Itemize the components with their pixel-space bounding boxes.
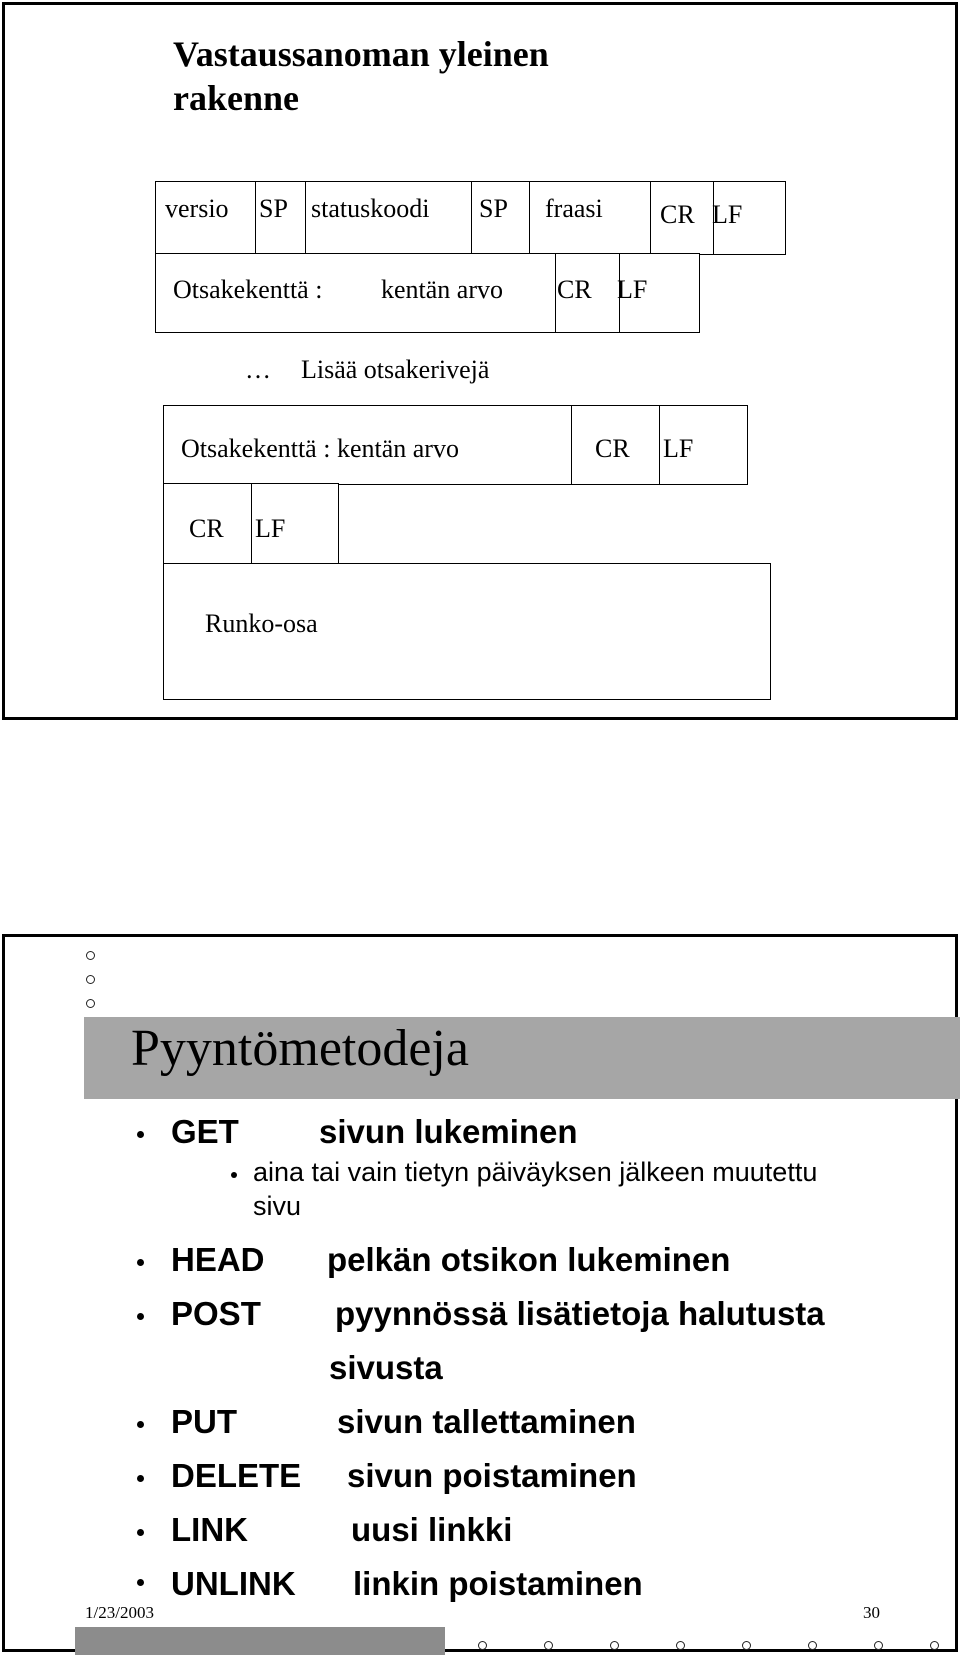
header-crlf-divider	[571, 405, 572, 485]
method-get-description: sivun lukeminen	[319, 1113, 578, 1150]
slide-title-line2: rakenne	[173, 78, 299, 118]
blank-line-lf-label: LF	[255, 514, 286, 543]
header-lf-label: LF	[663, 434, 694, 463]
decor-circle-icon	[544, 1641, 553, 1650]
method-link-description: uusi linkki	[351, 1511, 513, 1548]
method-delete: DELETE	[171, 1457, 302, 1494]
header-value-label: kentän arvo	[381, 275, 504, 304]
header-crlf-divider	[555, 253, 556, 333]
bullet-icon	[137, 1131, 144, 1138]
decor-circle-icon	[676, 1641, 685, 1650]
decor-circle-icon	[478, 1641, 487, 1650]
slide-response-structure	[2, 2, 958, 720]
more-headers-label: Lisää otsakerivejä	[301, 355, 490, 384]
body-label: Runko-osa	[205, 609, 318, 638]
header-field-value-label: Otsakekenttä : kentän arvo	[181, 434, 459, 463]
sub-bullet-icon	[231, 1172, 237, 1178]
bullet-icon	[137, 1475, 144, 1482]
more-headers-ellipsis: …	[245, 355, 271, 384]
method-link: LINK	[171, 1511, 248, 1548]
method-get: GET	[171, 1113, 239, 1150]
header-crlf-divider	[659, 405, 660, 485]
page-number: 30	[863, 1603, 880, 1622]
bullet-icon	[137, 1313, 144, 1320]
decor-circle-icon	[610, 1641, 619, 1650]
status-divider	[529, 181, 530, 255]
decor-circle-icon	[930, 1641, 939, 1650]
get-sub-line2: sivu	[253, 1191, 302, 1221]
status-code-label: statuskoodi	[311, 194, 430, 223]
method-head: HEAD	[171, 1241, 265, 1278]
slide-title-line1: Vastaussanoman yleinen	[173, 34, 549, 74]
method-delete-description: sivun poistaminen	[347, 1457, 637, 1494]
get-sub-line1: aina tai vain tietyn päiväyksen jälkeen muutettu	[253, 1157, 818, 1187]
decor-circle-icon	[742, 1641, 751, 1650]
decor-circle-icon	[86, 975, 95, 984]
footer-date: 1/23/2003	[85, 1603, 154, 1622]
status-divider	[255, 181, 256, 255]
method-put-description: sivun tallettaminen	[337, 1403, 636, 1440]
bullet-icon	[137, 1259, 144, 1266]
status-cr-label: CR	[660, 200, 695, 229]
status-divider	[471, 181, 472, 255]
method-post-description-cont: sivusta	[329, 1349, 443, 1386]
decor-circle-icon	[86, 999, 95, 1008]
method-put: PUT	[171, 1403, 237, 1440]
status-version-label: versio	[165, 194, 229, 223]
header-cr-label: CR	[557, 275, 592, 304]
status-divider	[305, 181, 306, 255]
status-phrase-label: fraasi	[545, 194, 603, 223]
footer-bar	[75, 1627, 445, 1655]
blank-line-cr-label: CR	[189, 514, 224, 543]
bullet-icon	[137, 1579, 144, 1586]
bullet-icon	[137, 1529, 144, 1536]
method-head-description: pelkän otsikon lukeminen	[327, 1241, 731, 1278]
header-field-label: Otsakekenttä :	[173, 275, 323, 304]
decor-circle-icon	[808, 1641, 817, 1650]
decor-circle-icon	[86, 951, 95, 960]
status-lf-label: LF	[712, 200, 743, 229]
status-sp-label: SP	[259, 194, 288, 223]
header-lf-label: LF	[617, 275, 648, 304]
method-post: POST	[171, 1295, 261, 1332]
status-sp-label: SP	[479, 194, 508, 223]
slide-request-methods	[2, 934, 958, 1652]
slide-title: Pyyntömetodeja	[131, 1020, 469, 1077]
header-cr-label: CR	[595, 434, 630, 463]
method-post-description: pyynnössä lisätietoja halutusta	[335, 1295, 825, 1332]
decor-circle-icon	[874, 1641, 883, 1650]
bullet-icon	[137, 1421, 144, 1428]
method-unlink-description: linkin poistaminen	[353, 1565, 643, 1602]
method-unlink: UNLINK	[171, 1565, 296, 1602]
blank-line-divider	[251, 483, 252, 565]
